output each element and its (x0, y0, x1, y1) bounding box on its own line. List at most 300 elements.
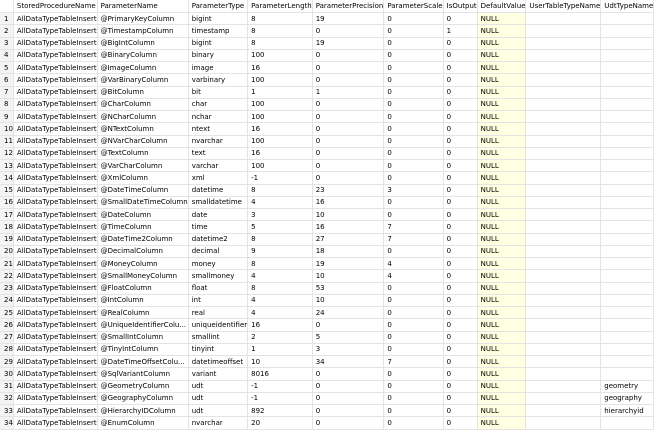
cell-parameterlength[interactable]: 100 (248, 49, 313, 61)
cell-parameterlength[interactable]: 8 (248, 25, 313, 37)
table-row[interactable] (0, 98, 654, 110)
table-row[interactable] (0, 405, 654, 417)
cell-parametertype[interactable]: ntext (188, 123, 247, 135)
cell-parameterlength[interactable]: 100 (248, 74, 313, 86)
cell-parametername[interactable]: @NVarCharColumn (97, 135, 188, 147)
cell-parameterlength[interactable]: 16 (248, 123, 313, 135)
cell-usertabletypename[interactable] (526, 62, 601, 74)
table-row[interactable] (0, 356, 654, 368)
cell-udttypename[interactable] (601, 221, 654, 233)
cell-defaultvalue[interactable]: NULL (477, 270, 526, 282)
cell-parameterlength[interactable]: 5 (248, 221, 313, 233)
cell-parameterprecision[interactable]: 0 (312, 147, 384, 159)
cell-parameterscale[interactable]: 0 (384, 331, 443, 343)
cell-storedprocedurename[interactable]: AllDataTypeTableInsert (13, 270, 97, 282)
cell-udttypename[interactable] (601, 209, 654, 221)
cell-usertabletypename[interactable] (526, 172, 601, 184)
cell-parameterscale[interactable]: 0 (384, 405, 443, 417)
cell-defaultvalue[interactable]: NULL (477, 172, 526, 184)
cell-parametertype[interactable]: xml (188, 172, 247, 184)
table-row[interactable] (0, 49, 654, 61)
cell-parameterprecision[interactable]: 0 (312, 160, 384, 172)
row-number[interactable]: 11 (0, 135, 13, 147)
cell-parameterprecision[interactable]: 0 (312, 111, 384, 123)
cell-udttypename[interactable] (601, 123, 654, 135)
table-row[interactable] (0, 319, 654, 331)
cell-parameterprecision[interactable]: 0 (312, 98, 384, 110)
cell-usertabletypename[interactable] (526, 392, 601, 404)
cell-defaultvalue[interactable]: NULL (477, 25, 526, 37)
cell-parametername[interactable]: @SmallDateTimeColumn (97, 196, 188, 208)
row-number[interactable]: 6 (0, 74, 13, 86)
cell-usertabletypename[interactable] (526, 343, 601, 355)
cell-defaultvalue[interactable]: NULL (477, 74, 526, 86)
cell-parametertype[interactable]: bigint (188, 13, 247, 25)
cell-parametertype[interactable]: text (188, 147, 247, 159)
cell-parametername[interactable]: @IntColumn (97, 294, 188, 306)
cell-usertabletypename[interactable] (526, 49, 601, 61)
cell-parameterscale[interactable]: 0 (384, 160, 443, 172)
cell-isoutput[interactable]: 0 (443, 62, 477, 74)
cell-parameterlength[interactable]: 8 (248, 13, 313, 25)
cell-parametertype[interactable]: smallint (188, 331, 247, 343)
row-number[interactable]: 24 (0, 294, 13, 306)
cell-storedprocedurename[interactable]: AllDataTypeTableInsert (13, 123, 97, 135)
cell-parametername[interactable]: @BitColumn (97, 86, 188, 98)
cell-parametertype[interactable]: money (188, 258, 247, 270)
cell-usertabletypename[interactable] (526, 160, 601, 172)
cell-parameterprecision[interactable]: 0 (312, 135, 384, 147)
cell-parametername[interactable]: @EnumColumn (97, 417, 188, 429)
cell-udttypename[interactable] (601, 74, 654, 86)
column-header-udttypename[interactable]: UdtTypeName (601, 0, 654, 13)
table-row[interactable] (0, 233, 654, 245)
column-header-parameterprecision[interactable]: ParameterPrecision (312, 0, 384, 13)
cell-isoutput[interactable]: 1 (443, 25, 477, 37)
cell-udttypename[interactable] (601, 37, 654, 49)
cell-storedprocedurename[interactable]: AllDataTypeTableInsert (13, 25, 97, 37)
cell-parameterlength[interactable]: 100 (248, 160, 313, 172)
cell-parameterscale[interactable]: 0 (384, 245, 443, 257)
cell-parametername[interactable]: @SqlVariantColumn (97, 368, 188, 380)
cell-usertabletypename[interactable] (526, 294, 601, 306)
cell-parameterlength[interactable]: 100 (248, 98, 313, 110)
cell-defaultvalue[interactable]: NULL (477, 221, 526, 233)
table-row[interactable] (0, 417, 654, 429)
cell-parameterlength[interactable]: 8 (248, 258, 313, 270)
cell-udttypename[interactable] (601, 368, 654, 380)
row-number[interactable]: 28 (0, 343, 13, 355)
cell-udttypename[interactable] (601, 25, 654, 37)
cell-storedprocedurename[interactable]: AllDataTypeTableInsert (13, 368, 97, 380)
cell-defaultvalue[interactable]: NULL (477, 86, 526, 98)
cell-parameterprecision[interactable]: 0 (312, 62, 384, 74)
cell-parameterlength[interactable]: 9 (248, 245, 313, 257)
cell-storedprocedurename[interactable]: AllDataTypeTableInsert (13, 233, 97, 245)
row-number[interactable]: 5 (0, 62, 13, 74)
cell-isoutput[interactable]: 0 (443, 74, 477, 86)
cell-parametertype[interactable]: char (188, 98, 247, 110)
table-row[interactable] (0, 62, 654, 74)
cell-parametertype[interactable]: nvarchar (188, 135, 247, 147)
cell-usertabletypename[interactable] (526, 245, 601, 257)
cell-usertabletypename[interactable] (526, 270, 601, 282)
cell-isoutput[interactable]: 0 (443, 294, 477, 306)
cell-storedprocedurename[interactable]: AllDataTypeTableInsert (13, 37, 97, 49)
cell-parametertype[interactable]: varbinary (188, 74, 247, 86)
cell-parametertype[interactable]: smallmoney (188, 270, 247, 282)
cell-defaultvalue[interactable]: NULL (477, 184, 526, 196)
cell-isoutput[interactable]: 0 (443, 356, 477, 368)
cell-parametername[interactable]: @DateTimeColumn (97, 184, 188, 196)
cell-parameterprecision[interactable]: 23 (312, 184, 384, 196)
cell-usertabletypename[interactable] (526, 368, 601, 380)
table-row[interactable] (0, 25, 654, 37)
cell-udttypename[interactable] (601, 331, 654, 343)
row-number[interactable]: 33 (0, 405, 13, 417)
table-row[interactable] (0, 13, 654, 25)
cell-parametertype[interactable]: float (188, 282, 247, 294)
cell-storedprocedurename[interactable]: AllDataTypeTableInsert (13, 196, 97, 208)
cell-parametertype[interactable]: binary (188, 49, 247, 61)
row-number[interactable]: 14 (0, 172, 13, 184)
cell-defaultvalue[interactable]: NULL (477, 319, 526, 331)
cell-udttypename[interactable] (601, 196, 654, 208)
cell-defaultvalue[interactable]: NULL (477, 13, 526, 25)
cell-storedprocedurename[interactable]: AllDataTypeTableInsert (13, 172, 97, 184)
cell-parameterprecision[interactable]: 19 (312, 258, 384, 270)
table-row[interactable] (0, 135, 654, 147)
table-row[interactable] (0, 172, 654, 184)
cell-usertabletypename[interactable] (526, 111, 601, 123)
cell-defaultvalue[interactable]: NULL (477, 209, 526, 221)
cell-storedprocedurename[interactable]: AllDataTypeTableInsert (13, 356, 97, 368)
cell-udttypename[interactable] (601, 135, 654, 147)
table-row[interactable] (0, 380, 654, 392)
cell-udttypename[interactable] (601, 160, 654, 172)
cell-parametername[interactable]: @HierarchyIDColumn (97, 405, 188, 417)
cell-usertabletypename[interactable] (526, 74, 601, 86)
cell-parameterlength[interactable]: 10 (248, 356, 313, 368)
cell-parameterscale[interactable]: 0 (384, 111, 443, 123)
table-row[interactable] (0, 86, 654, 98)
cell-isoutput[interactable]: 0 (443, 392, 477, 404)
cell-parameterscale[interactable]: 0 (384, 380, 443, 392)
cell-parametername[interactable]: @TinyIntColumn (97, 343, 188, 355)
cell-parametertype[interactable]: varchar (188, 160, 247, 172)
column-header-parameterscale[interactable]: ParameterScale (384, 0, 443, 13)
column-header-parameterlength[interactable]: ParameterLength (248, 0, 313, 13)
cell-usertabletypename[interactable] (526, 331, 601, 343)
cell-parameterlength[interactable]: 4 (248, 196, 313, 208)
cell-storedprocedurename[interactable]: AllDataTypeTableInsert (13, 343, 97, 355)
cell-parametername[interactable]: @BinaryColumn (97, 49, 188, 61)
row-number[interactable]: 21 (0, 258, 13, 270)
cell-parametertype[interactable]: smalldatetime (188, 196, 247, 208)
cell-isoutput[interactable]: 0 (443, 343, 477, 355)
cell-parameterscale[interactable]: 4 (384, 270, 443, 282)
cell-parameterprecision[interactable]: 0 (312, 49, 384, 61)
cell-defaultvalue[interactable]: NULL (477, 307, 526, 319)
cell-storedprocedurename[interactable]: AllDataTypeTableInsert (13, 380, 97, 392)
cell-udttypename[interactable] (601, 233, 654, 245)
cell-storedprocedurename[interactable]: AllDataTypeTableInsert (13, 98, 97, 110)
cell-isoutput[interactable]: 0 (443, 307, 477, 319)
cell-parameterscale[interactable]: 0 (384, 62, 443, 74)
cell-udttypename[interactable]: geometry (601, 380, 654, 392)
cell-parametername[interactable]: @TextColumn (97, 147, 188, 159)
cell-parameterprecision[interactable]: 0 (312, 123, 384, 135)
table-row[interactable] (0, 270, 654, 282)
cell-parametertype[interactable]: image (188, 62, 247, 74)
cell-usertabletypename[interactable] (526, 258, 601, 270)
table-row[interactable] (0, 294, 654, 306)
row-number[interactable]: 23 (0, 282, 13, 294)
cell-storedprocedurename[interactable]: AllDataTypeTableInsert (13, 49, 97, 61)
cell-parametername[interactable]: @ImageColumn (97, 62, 188, 74)
cell-defaultvalue[interactable]: NULL (477, 62, 526, 74)
cell-parametername[interactable]: @DateTime2Column (97, 233, 188, 245)
cell-parameterlength[interactable]: 1 (248, 86, 313, 98)
cell-parameterlength[interactable]: 4 (248, 294, 313, 306)
table-row[interactable] (0, 111, 654, 123)
cell-usertabletypename[interactable] (526, 209, 601, 221)
cell-storedprocedurename[interactable]: AllDataTypeTableInsert (13, 331, 97, 343)
cell-parametertype[interactable]: bit (188, 86, 247, 98)
cell-parametertype[interactable]: udt (188, 392, 247, 404)
row-number[interactable]: 1 (0, 13, 13, 25)
cell-storedprocedurename[interactable]: AllDataTypeTableInsert (13, 319, 97, 331)
cell-parameterlength[interactable]: 8 (248, 184, 313, 196)
cell-parametertype[interactable]: timestamp (188, 25, 247, 37)
cell-parametertype[interactable]: datetimeoffset (188, 356, 247, 368)
cell-parameterprecision[interactable]: 0 (312, 380, 384, 392)
cell-defaultvalue[interactable]: NULL (477, 368, 526, 380)
cell-parameterscale[interactable]: 0 (384, 417, 443, 429)
cell-parameterprecision[interactable]: 0 (312, 368, 384, 380)
cell-parameterlength[interactable]: 8 (248, 37, 313, 49)
cell-parameterprecision[interactable]: 5 (312, 331, 384, 343)
cell-storedprocedurename[interactable]: AllDataTypeTableInsert (13, 405, 97, 417)
table-row[interactable] (0, 245, 654, 257)
cell-parameterprecision[interactable]: 19 (312, 37, 384, 49)
cell-defaultvalue[interactable]: NULL (477, 343, 526, 355)
cell-parameterprecision[interactable]: 24 (312, 307, 384, 319)
cell-isoutput[interactable]: 0 (443, 13, 477, 25)
cell-isoutput[interactable]: 0 (443, 160, 477, 172)
cell-parameterscale[interactable]: 0 (384, 282, 443, 294)
cell-parametername[interactable]: @DecimalColumn (97, 245, 188, 257)
cell-udttypename[interactable] (601, 147, 654, 159)
cell-isoutput[interactable]: 0 (443, 135, 477, 147)
table-row[interactable] (0, 331, 654, 343)
cell-parameterprecision[interactable]: 0 (312, 319, 384, 331)
cell-usertabletypename[interactable] (526, 147, 601, 159)
row-number[interactable]: 3 (0, 37, 13, 49)
cell-parametername[interactable]: @VarBinaryColumn (97, 74, 188, 86)
cell-isoutput[interactable]: 0 (443, 172, 477, 184)
table-row[interactable] (0, 307, 654, 319)
cell-storedprocedurename[interactable]: AllDataTypeTableInsert (13, 74, 97, 86)
cell-parametertype[interactable]: uniqueidentifier (188, 319, 247, 331)
cell-udttypename[interactable] (601, 319, 654, 331)
cell-udttypename[interactable] (601, 258, 654, 270)
cell-defaultvalue[interactable]: NULL (477, 111, 526, 123)
cell-udttypename[interactable] (601, 307, 654, 319)
cell-parameterlength[interactable]: 4 (248, 270, 313, 282)
cell-parameterlength[interactable]: -1 (248, 392, 313, 404)
cell-usertabletypename[interactable] (526, 196, 601, 208)
cell-defaultvalue[interactable]: NULL (477, 380, 526, 392)
row-number[interactable]: 10 (0, 123, 13, 135)
cell-storedprocedurename[interactable]: AllDataTypeTableInsert (13, 147, 97, 159)
row-number[interactable]: 31 (0, 380, 13, 392)
cell-parameterscale[interactable]: 0 (384, 319, 443, 331)
table-row[interactable] (0, 123, 654, 135)
cell-parameterlength[interactable]: -1 (248, 380, 313, 392)
cell-parameterlength[interactable]: 16 (248, 147, 313, 159)
cell-parameterprecision[interactable]: 19 (312, 13, 384, 25)
cell-usertabletypename[interactable] (526, 184, 601, 196)
cell-isoutput[interactable]: 0 (443, 209, 477, 221)
cell-parametertype[interactable]: nvarchar (188, 417, 247, 429)
cell-parameterlength[interactable]: 100 (248, 111, 313, 123)
cell-usertabletypename[interactable] (526, 380, 601, 392)
row-number[interactable]: 7 (0, 86, 13, 98)
cell-storedprocedurename[interactable]: AllDataTypeTableInsert (13, 307, 97, 319)
cell-parameterlength[interactable]: 16 (248, 319, 313, 331)
cell-defaultvalue[interactable]: NULL (477, 37, 526, 49)
cell-storedprocedurename[interactable]: AllDataTypeTableInsert (13, 282, 97, 294)
cell-parametername[interactable]: @DateColumn (97, 209, 188, 221)
cell-parametername[interactable]: @DateTimeOffsetColu... (97, 356, 188, 368)
cell-storedprocedurename[interactable]: AllDataTypeTableInsert (13, 111, 97, 123)
table-row[interactable] (0, 368, 654, 380)
cell-storedprocedurename[interactable]: AllDataTypeTableInsert (13, 184, 97, 196)
cell-defaultvalue[interactable]: NULL (477, 160, 526, 172)
cell-parameterprecision[interactable]: 1 (312, 86, 384, 98)
cell-parametername[interactable]: @VarCharColumn (97, 160, 188, 172)
cell-udttypename[interactable] (601, 184, 654, 196)
cell-defaultvalue[interactable]: NULL (477, 392, 526, 404)
cell-parametername[interactable]: @BigIntColumn (97, 37, 188, 49)
row-number[interactable]: 18 (0, 221, 13, 233)
cell-parameterlength[interactable]: 8016 (248, 368, 313, 380)
cell-parameterscale[interactable]: 0 (384, 86, 443, 98)
cell-parametertype[interactable]: tinyint (188, 343, 247, 355)
cell-parameterscale[interactable]: 0 (384, 37, 443, 49)
cell-parameterprecision[interactable]: 16 (312, 196, 384, 208)
cell-isoutput[interactable]: 0 (443, 258, 477, 270)
cell-parameterprecision[interactable]: 10 (312, 270, 384, 282)
cell-storedprocedurename[interactable]: AllDataTypeTableInsert (13, 62, 97, 74)
row-number[interactable]: 12 (0, 147, 13, 159)
cell-parametertype[interactable]: datetime (188, 184, 247, 196)
cell-parameterlength[interactable]: -1 (248, 172, 313, 184)
row-number[interactable]: 17 (0, 209, 13, 221)
cell-parameterlength[interactable]: 8 (248, 233, 313, 245)
row-number[interactable]: 25 (0, 307, 13, 319)
cell-parametername[interactable]: @GeographyColumn (97, 392, 188, 404)
cell-udttypename[interactable] (601, 49, 654, 61)
cell-parameterlength[interactable]: 4 (248, 307, 313, 319)
row-number[interactable]: 16 (0, 196, 13, 208)
column-header-parametername[interactable]: ParameterName (97, 0, 188, 13)
cell-parametertype[interactable]: udt (188, 405, 247, 417)
cell-isoutput[interactable]: 0 (443, 417, 477, 429)
cell-udttypename[interactable] (601, 343, 654, 355)
cell-parameterscale[interactable]: 4 (384, 258, 443, 270)
cell-parametertype[interactable]: nchar (188, 111, 247, 123)
column-header-storedprocedurename[interactable]: StoredProcedureName (13, 0, 97, 13)
cell-usertabletypename[interactable] (526, 233, 601, 245)
cell-isoutput[interactable]: 0 (443, 86, 477, 98)
cell-parametername[interactable]: @PrimaryKeyColumn (97, 13, 188, 25)
column-header-usertabletypename[interactable]: UserTableTypeName (526, 0, 601, 13)
row-number[interactable]: 27 (0, 331, 13, 343)
cell-parameterlength[interactable]: 892 (248, 405, 313, 417)
cell-parametername[interactable]: @TimeColumn (97, 221, 188, 233)
cell-storedprocedurename[interactable]: AllDataTypeTableInsert (13, 13, 97, 25)
cell-parametername[interactable]: @RealColumn (97, 307, 188, 319)
cell-parameterprecision[interactable]: 10 (312, 294, 384, 306)
cell-udttypename[interactable] (601, 270, 654, 282)
row-number[interactable]: 20 (0, 245, 13, 257)
cell-udttypename[interactable] (601, 282, 654, 294)
table-row[interactable] (0, 184, 654, 196)
cell-parameterscale[interactable]: 0 (384, 74, 443, 86)
row-number-header[interactable] (0, 0, 13, 13)
cell-storedprocedurename[interactable]: AllDataTypeTableInsert (13, 245, 97, 257)
cell-defaultvalue[interactable]: NULL (477, 123, 526, 135)
cell-parameterprecision[interactable]: 0 (312, 405, 384, 417)
cell-usertabletypename[interactable] (526, 221, 601, 233)
cell-isoutput[interactable]: 0 (443, 147, 477, 159)
table-row[interactable] (0, 160, 654, 172)
row-number[interactable]: 8 (0, 98, 13, 110)
cell-usertabletypename[interactable] (526, 135, 601, 147)
cell-udttypename[interactable]: geography (601, 392, 654, 404)
cell-defaultvalue[interactable]: NULL (477, 135, 526, 147)
cell-usertabletypename[interactable] (526, 417, 601, 429)
cell-isoutput[interactable]: 0 (443, 111, 477, 123)
cell-storedprocedurename[interactable]: AllDataTypeTableInsert (13, 86, 97, 98)
cell-parameterlength[interactable]: 2 (248, 331, 313, 343)
table-row[interactable] (0, 209, 654, 221)
cell-parameterprecision[interactable]: 27 (312, 233, 384, 245)
cell-parametername[interactable]: @FloatColumn (97, 282, 188, 294)
cell-parameterscale[interactable]: 3 (384, 184, 443, 196)
cell-udttypename[interactable] (601, 62, 654, 74)
cell-usertabletypename[interactable] (526, 405, 601, 417)
cell-defaultvalue[interactable]: NULL (477, 147, 526, 159)
cell-defaultvalue[interactable]: NULL (477, 294, 526, 306)
row-number[interactable]: 13 (0, 160, 13, 172)
cell-parameterprecision[interactable]: 34 (312, 356, 384, 368)
cell-udttypename[interactable]: hierarchyid (601, 405, 654, 417)
cell-udttypename[interactable] (601, 13, 654, 25)
table-row[interactable] (0, 74, 654, 86)
cell-usertabletypename[interactable] (526, 37, 601, 49)
cell-isoutput[interactable]: 0 (443, 282, 477, 294)
cell-udttypename[interactable] (601, 111, 654, 123)
cell-parametertype[interactable]: bigint (188, 37, 247, 49)
cell-parametername[interactable]: @TimestampColumn (97, 25, 188, 37)
row-number[interactable]: 15 (0, 184, 13, 196)
cell-isoutput[interactable]: 0 (443, 405, 477, 417)
cell-usertabletypename[interactable] (526, 25, 601, 37)
cell-storedprocedurename[interactable]: AllDataTypeTableInsert (13, 392, 97, 404)
